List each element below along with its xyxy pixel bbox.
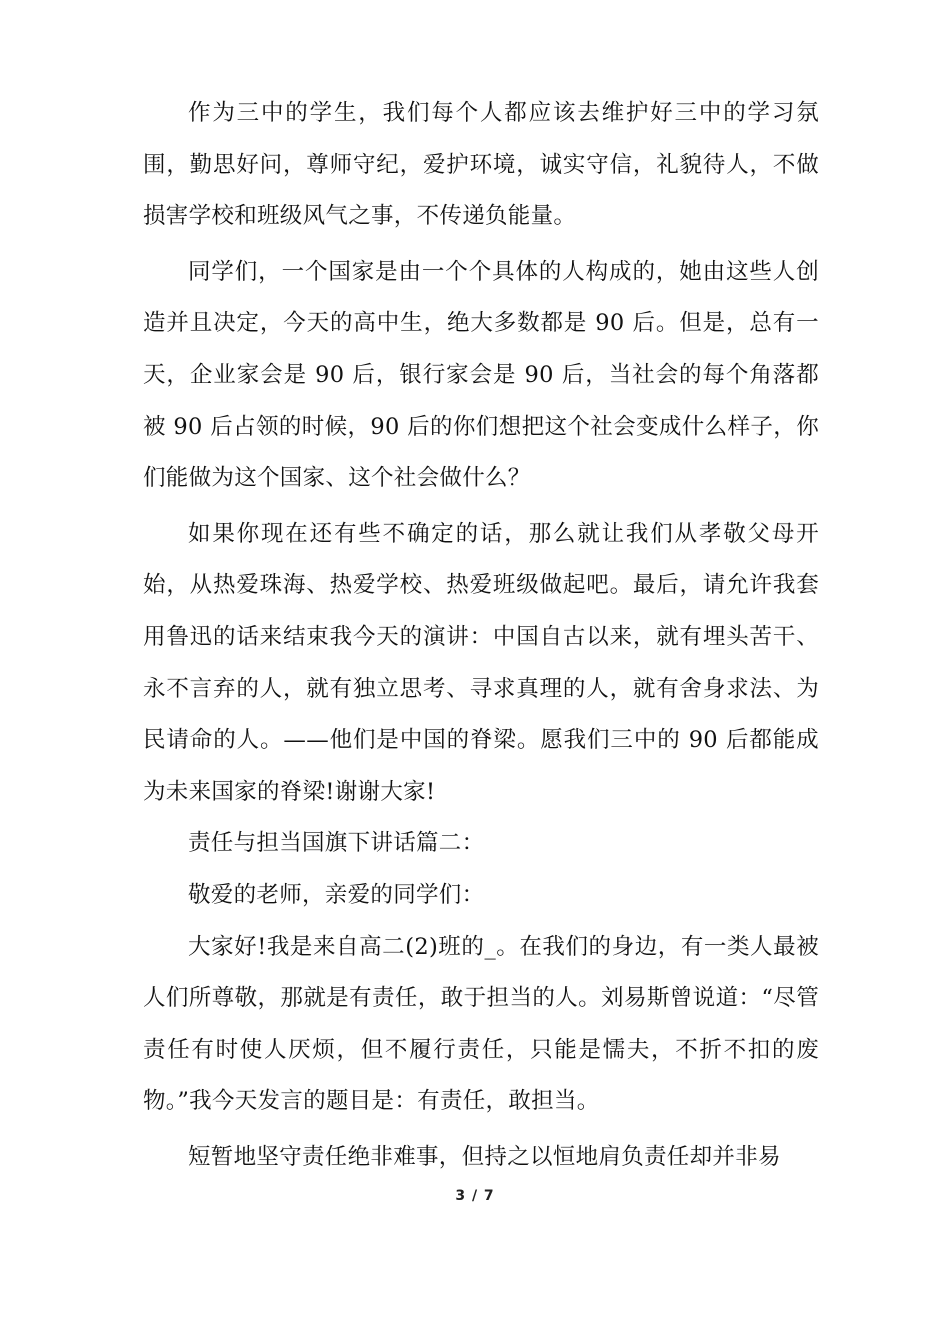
paragraph-2: 同学们，一个国家是由一个个具体的人构成的，她由这些人创造并且决定，今天的高中生，绝大多数都是 90 后。但是，总有一天，企业家会是 90 后，银行家会是 90 后，当社会的每个角落都被 90 后占领的时候，90 后的你们想把这个社会变成什么样子，你们能做为这个国家、这个社会做什么？	[143, 258, 819, 492]
paragraph-4: 大家好!我是来自高二(2)班的_。在我们的身边，有一类人最被人们所尊敬，那就是有责任，敢于担当的人。刘易斯曾说道：“尽管责任有时使人厌烦，但不履行责任，只能是懦夫，不折不扣的废物。”我今天发言的题目是：有责任，敢担当。	[143, 933, 819, 1115]
paragraph-1: 作为三中的学生，我们每个人都应该去维护好三中的学习氛围，勤思好问，尊师守纪，爱护环境，诚实守信，礼貌待人，不做损害学校和班级风气之事，不传递负能量。	[143, 100, 819, 230]
section-heading: 责任与担当国旗下讲话篇二：	[188, 830, 485, 857]
paragraph-5: 短暂地坚守责任绝非难事，但持之以恒地肩负责任却并非易	[188, 1143, 781, 1170]
page-indicator: 3 / 7	[455, 1188, 495, 1204]
paragraph-3: 如果你现在还有些不确定的话，那么就让我们从孝敬父母开始，从热爱珠海、热爱学校、热爱班级做起吧。最后，请允许我套用鲁迅的话来结束我今天的演讲：中国自古以来，就有埋头苦干、永不言弃的人，就有独立思考、寻求真理的人，就有舍身求法、为民请命的人。——他们是中国的脊梁。愿我们三中的 90 后都能成为未来国家的脊梁!谢谢大家!	[143, 520, 819, 805]
document-body	[143, 88, 819, 1183]
salutation: 敬爱的老师，亲爱的同学们：	[188, 881, 485, 908]
